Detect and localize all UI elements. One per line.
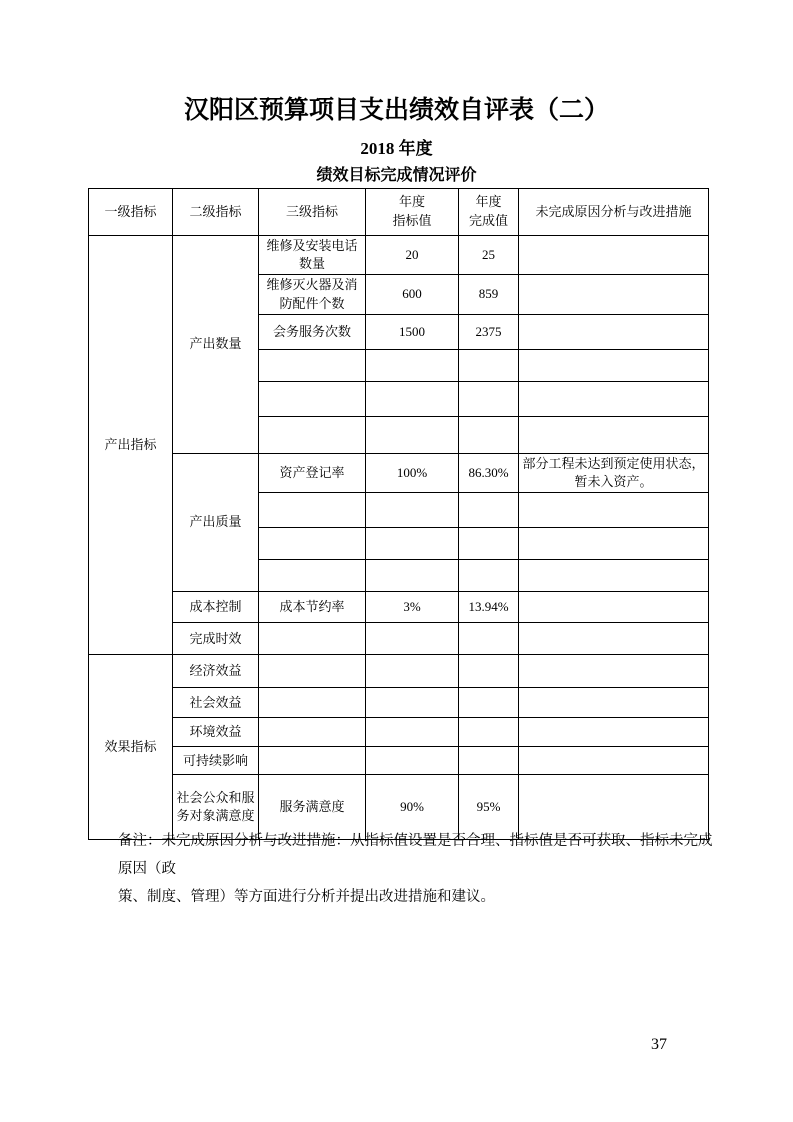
table-row — [89, 655, 709, 688]
table-row — [89, 236, 709, 275]
empty-cell — [259, 655, 366, 688]
target-value-cell: 3% — [366, 592, 459, 623]
empty-cell — [366, 381, 459, 416]
empty-cell — [366, 747, 459, 775]
table-caption: 绩效目标完成情况评价 — [316, 167, 477, 184]
empty-cell — [519, 416, 709, 453]
empty-cell — [459, 416, 519, 453]
header-level1: 一级指标 — [89, 189, 173, 236]
empty-cell — [459, 623, 519, 655]
reason-empty-cell — [519, 275, 709, 314]
header-annual-target-line1: 年度 — [398, 194, 425, 210]
actual-value-cell: 95% — [459, 775, 519, 840]
reason-cell: 部分工程未达到预定使用状态，暂未入资产。 — [519, 453, 709, 492]
empty-cell — [459, 349, 519, 381]
empty-cell — [366, 623, 459, 655]
group-cell-economic-benefit: 经济效益 — [173, 655, 259, 688]
empty-cell — [459, 560, 519, 592]
reason-empty-cell — [519, 314, 709, 349]
empty-cell — [259, 416, 366, 453]
group-cell-output-indicator: 产出指标 — [89, 236, 173, 655]
header-annual-actual-line2: 完成值 — [468, 213, 508, 228]
group-cell-satisfaction: 社会公众和服务对象满意度 — [173, 775, 259, 840]
header-row — [89, 189, 709, 236]
group-cell-output-quality: 产出质量 — [173, 453, 259, 591]
reason-empty-cell — [519, 592, 709, 623]
remark-note — [118, 827, 720, 911]
empty-cell — [366, 528, 459, 560]
table-row — [89, 718, 709, 747]
header-annual-actual-line1: 年度 — [475, 194, 502, 210]
empty-cell — [519, 560, 709, 592]
header-level2: 二级指标 — [173, 189, 259, 236]
empty-cell — [459, 528, 519, 560]
empty-cell — [366, 349, 459, 381]
actual-value-cell: 2375 — [459, 314, 519, 349]
actual-value-cell: 13.94% — [459, 592, 519, 623]
empty-cell — [259, 560, 366, 592]
header-annual-target-line2: 指标值 — [392, 213, 432, 228]
table-row — [89, 688, 709, 718]
group-cell-social-benefit: 社会效益 — [173, 688, 259, 718]
empty-cell — [259, 623, 366, 655]
header-reason: 未完成原因分析与改进措施 — [519, 189, 709, 236]
empty-cell — [459, 493, 519, 528]
empty-cell — [519, 747, 709, 775]
empty-cell — [366, 718, 459, 747]
header-level3: 三级指标 — [259, 189, 366, 236]
performance-evaluation-table — [88, 188, 709, 840]
table-row — [89, 747, 709, 775]
group-cell-cost-control: 成本控制 — [173, 592, 259, 623]
indicator-cell: 成本节约率 — [259, 592, 366, 623]
target-value-cell: 1500 — [366, 314, 459, 349]
empty-cell — [459, 718, 519, 747]
reason-empty-cell — [519, 236, 709, 275]
actual-value-cell: 25 — [459, 236, 519, 275]
empty-cell — [519, 688, 709, 718]
group-cell-sustainable-impact: 可持续影响 — [173, 747, 259, 775]
empty-cell — [519, 528, 709, 560]
target-value-cell: 20 — [366, 236, 459, 275]
empty-cell — [366, 688, 459, 718]
group-cell-environment-benefit: 环境效益 — [173, 718, 259, 747]
empty-cell — [259, 349, 366, 381]
empty-cell — [366, 560, 459, 592]
empty-cell — [259, 528, 366, 560]
empty-cell — [259, 747, 366, 775]
empty-cell — [259, 718, 366, 747]
empty-cell — [519, 349, 709, 381]
header-annual-target — [366, 189, 459, 236]
empty-cell — [459, 688, 519, 718]
table-row — [89, 592, 709, 623]
empty-cell — [366, 493, 459, 528]
indicator-cell: 维修灭火器及消防配件个数 — [259, 275, 366, 314]
remark-note-line1: 备注：未完成原因分析与改进措施：从指标值设置是否合理、指标值是否可获取、指标未完成原因（政 — [118, 833, 713, 877]
actual-value-cell: 86.30% — [459, 453, 519, 492]
page-number: 37 — [651, 1036, 667, 1053]
indicator-cell: 维修及安装电话数量 — [259, 236, 366, 275]
remark-note-line2: 策、制度、管理）等方面进行分析并提出改进措施和建议。 — [118, 889, 495, 905]
group-cell-output-quantity: 产出数量 — [173, 236, 259, 454]
empty-cell — [459, 381, 519, 416]
indicator-cell: 服务满意度 — [259, 775, 366, 840]
header-annual-actual — [459, 189, 519, 236]
empty-cell — [259, 381, 366, 416]
target-value-cell: 90% — [366, 775, 459, 840]
empty-cell — [366, 655, 459, 688]
document-title: 汉阳区预算项目支出绩效自评表（二） — [183, 97, 609, 124]
actual-value-cell: 859 — [459, 275, 519, 314]
group-cell-completion-time: 完成时效 — [173, 623, 259, 655]
table-row — [89, 453, 709, 492]
empty-cell — [519, 655, 709, 688]
empty-cell — [519, 381, 709, 416]
target-value-cell: 600 — [366, 275, 459, 314]
empty-cell — [519, 718, 709, 747]
empty-cell — [519, 493, 709, 528]
empty-cell — [366, 416, 459, 453]
empty-cell — [259, 688, 366, 718]
empty-cell — [519, 623, 709, 655]
table-row — [89, 623, 709, 655]
indicator-cell: 会务服务次数 — [259, 314, 366, 349]
empty-cell — [459, 747, 519, 775]
indicator-cell: 资产登记率 — [259, 453, 366, 492]
empty-cell — [259, 493, 366, 528]
empty-cell — [459, 655, 519, 688]
target-value-cell: 100% — [366, 453, 459, 492]
group-cell-effect-indicator: 效果指标 — [89, 655, 173, 840]
year-subtitle: 2018 年度 — [360, 139, 433, 158]
